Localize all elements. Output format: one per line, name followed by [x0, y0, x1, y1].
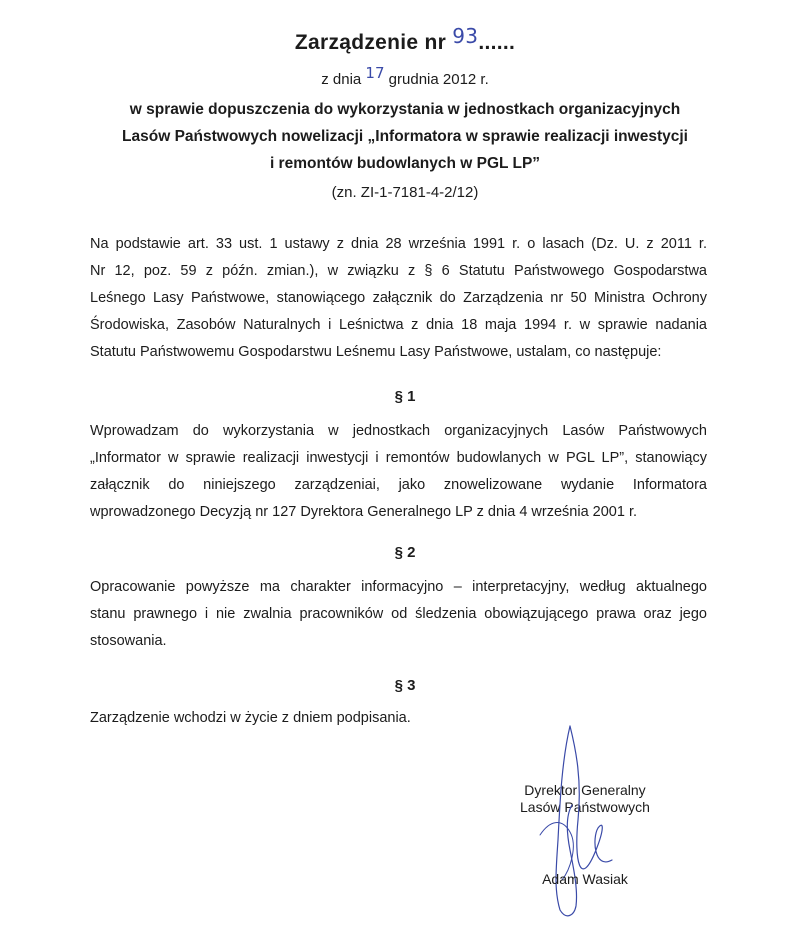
signatory-title-line: Dyrektor Generalny — [524, 782, 646, 798]
document-subject — [0, 96, 810, 177]
document-date — [0, 64, 810, 88]
date-suffix: grudnia 2012 r. — [384, 71, 489, 88]
signatory-title-line: Lasów Państwowych — [520, 799, 650, 815]
document-title — [0, 24, 810, 55]
section-1-line: wprowadzonego Decyzją nr 127 Dyrektora Generalnego LP z dnia 4 września 2001 r. — [90, 504, 638, 520]
section-1-paragraph — [90, 418, 707, 526]
section-1-heading: § 1 — [394, 388, 416, 405]
title-dots: ...... — [478, 31, 516, 54]
section-1-line: załącznik do niniejszego zarządzeniai, jako znowelizowane wydanie Informatora — [90, 477, 707, 493]
subject-line: w sprawie dopuszczenia do wykorzystania w jednostkach organizacyjnych — [129, 101, 681, 118]
section-2-paragraph — [90, 574, 707, 655]
section-1-line: „Informator w sprawie realizacji inwestycji i remontów budowlanych w PGL LP”, stanowiący — [90, 450, 707, 466]
section-3-heading: § 3 — [394, 677, 416, 694]
preamble-line: Statutu Państwowemu Gospodarstwu Leśnemu Lasy Państwowe, ustalam, co następuje: — [90, 344, 662, 360]
signatory-name: Adam Wasiak — [542, 871, 628, 887]
title-prefix: Zarządzenie nr — [294, 31, 453, 54]
section-2-heading: § 2 — [394, 544, 416, 561]
reference-number: (zn. ZI-1-7181-4-2/12) — [331, 184, 479, 201]
section-2-line: stanu prawnego i nie zwalnia pracowników od śledzenia obowiązującego prawa oraz jego — [90, 606, 707, 622]
handwritten-signature — [500, 720, 620, 925]
handwritten-order-number: 93 — [452, 24, 479, 48]
subject-line: i remontów budowlanych w PGL LP” — [269, 155, 541, 172]
preamble-line: Środowiska, Zasobów Naturalnych i Leśnictwa z dnia 18 maja 1994 r. w sprawie nadania — [90, 317, 707, 333]
preamble-line: Nr 12, poz. 59 z późn. zmian.), w związku z § 6 Statutu Państwowego Gospodarstwa — [90, 263, 707, 279]
preamble-paragraph — [90, 231, 707, 366]
subject-line: Lasów Państwowych nowelizacji „Informatora w sprawie realizacji inwestycji — [122, 128, 688, 145]
date-prefix: z dnia — [321, 71, 366, 88]
section-3-line: Zarządzenie wchodzi w życie z dniem podpisania. — [90, 710, 411, 726]
preamble-line: Leśnego Lasy Państwowe, stanowiącego załącznik do Zarządzenia nr 50 Ministra Ochrony — [90, 290, 707, 306]
section-1-line: Wprowadzam do wykorzystania w jednostkach organizacyjnych Lasów Państwowych — [90, 423, 707, 439]
section-2-line: Opracowanie powyższe ma charakter informacyjno – interpretacyjny, według aktualnego — [90, 579, 707, 595]
preamble-line: Na podstawie art. 33 ust. 1 ustawy z dnia 28 września 1991 r. o lasach (Dz. U. z 2011 r. — [90, 236, 707, 252]
handwritten-day: 17 — [365, 64, 385, 82]
section-2-line: stosowania. — [90, 633, 167, 649]
